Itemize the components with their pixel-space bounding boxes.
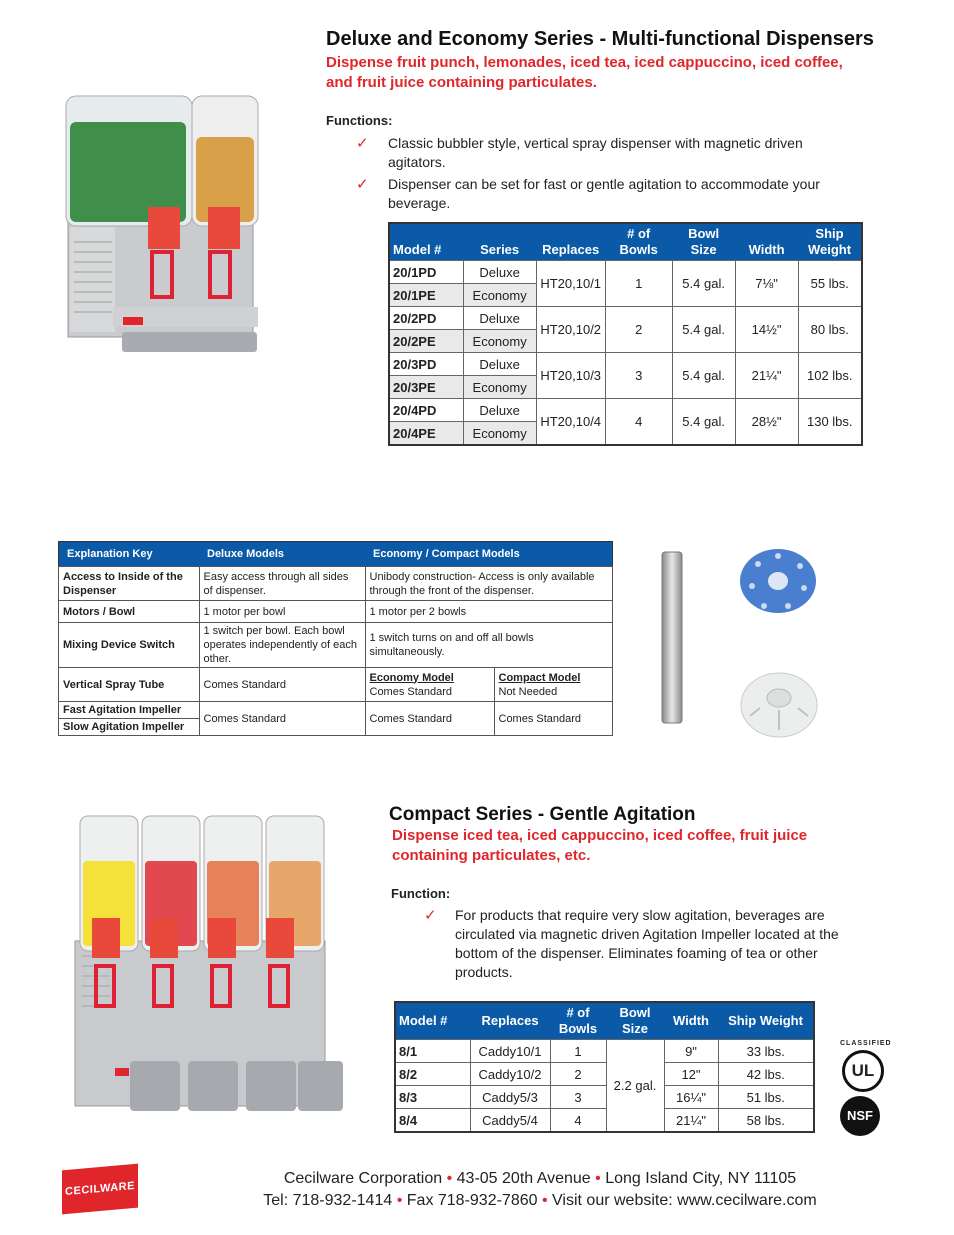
compact-cell: Comes Standard bbox=[494, 702, 613, 736]
compact-subtitle: Dispense iced tea, iced cappuccino, iced coffee, fruit juice containing particulates, etc. bbox=[392, 827, 808, 864]
footer-separator: • bbox=[541, 1192, 548, 1209]
deluxe-cell: 1 switch per bowl. Each bowl operates independently of each other. bbox=[199, 623, 365, 668]
table-header-row bbox=[389, 223, 862, 261]
deluxe-cell: Easy access through all sides of dispenser. bbox=[199, 567, 365, 601]
replaces-cell: HT20,10/1 bbox=[536, 261, 605, 307]
function-item: Classic bubbler style, vertical spray dispenser with magnetic driven agitators. bbox=[388, 135, 803, 170]
table-row bbox=[59, 601, 613, 623]
model-cell: 20/4PD bbox=[389, 399, 463, 422]
economy-cell: Comes Standard bbox=[365, 702, 494, 736]
width-cell: 9" bbox=[664, 1040, 718, 1063]
width-cell: 12" bbox=[664, 1063, 718, 1086]
two-bowl-dispenser-image bbox=[58, 92, 268, 354]
size-cell: 5.4 gal. bbox=[672, 261, 735, 307]
col-model: Model # bbox=[389, 223, 463, 261]
size-cell: 5.4 gal. bbox=[672, 399, 735, 446]
weight-cell: 55 lbs. bbox=[798, 261, 862, 307]
compact-spec-table bbox=[394, 1001, 815, 1133]
key-cell: Access to Inside of the Dispenser bbox=[59, 567, 200, 601]
col-explanation-key: Explanation Key bbox=[59, 542, 200, 567]
economy-model-value: Comes Standard bbox=[369, 685, 453, 698]
weight-cell: 102 lbs. bbox=[798, 353, 862, 399]
footer-separator: • bbox=[446, 1170, 453, 1187]
bowls-cell: 3 bbox=[550, 1086, 606, 1109]
size-cell: 5.4 gal. bbox=[672, 307, 735, 353]
weight-cell: 42 lbs. bbox=[718, 1063, 814, 1086]
key-cell: Fast Agitation Impeller bbox=[59, 702, 200, 719]
footer-address: 43-05 20th Avenue bbox=[456, 1170, 591, 1187]
check-icon: ✓ bbox=[356, 135, 369, 152]
col-ship-weight: Ship Weight bbox=[798, 223, 862, 261]
function-item: For products that require very slow agitation, beverages are circulated via magnetic driven Agitation Impeller located at the bottom of the dispenser. Eliminates foaming of tea or other products. bbox=[455, 907, 839, 980]
slow-impeller-image bbox=[738, 668, 820, 740]
series-cell: Economy bbox=[463, 376, 536, 399]
four-bowl-compact-dispenser-image bbox=[70, 806, 348, 1126]
footer-separator: • bbox=[595, 1170, 601, 1187]
series-cell: Economy bbox=[463, 284, 536, 307]
width-cell: 21¼" bbox=[664, 1109, 718, 1133]
page-title: Deluxe and Economy Series - Multi-functional Dispensers bbox=[326, 28, 874, 50]
col-economy-compact-models: Economy / Compact Models bbox=[365, 542, 613, 567]
functions-label: Functions: bbox=[326, 113, 393, 128]
table-header-row bbox=[395, 1002, 814, 1040]
table-row bbox=[59, 567, 613, 601]
width-cell: 16¼" bbox=[664, 1086, 718, 1109]
col-replaces: Replaces bbox=[470, 1002, 550, 1040]
footer-address-line bbox=[200, 1170, 880, 1188]
table-row bbox=[59, 702, 613, 719]
col-model: Model # bbox=[395, 1002, 470, 1040]
model-cell: 20/1PD bbox=[389, 261, 463, 284]
weight-cell: 130 lbs. bbox=[798, 399, 862, 446]
series-cell: Economy bbox=[463, 330, 536, 353]
table-row bbox=[389, 307, 862, 330]
col-bowls: # of Bowls bbox=[550, 1002, 606, 1040]
size-cell: 5.4 gal. bbox=[672, 353, 735, 399]
key-cell: Mixing Device Switch bbox=[59, 623, 200, 668]
table-row bbox=[389, 353, 862, 376]
width-cell: 28½" bbox=[735, 399, 798, 446]
col-ship-weight: Ship Weight bbox=[718, 1002, 814, 1040]
col-width: Width bbox=[735, 223, 798, 261]
weight-cell: 80 lbs. bbox=[798, 307, 862, 353]
size-cell: 2.2 gal. bbox=[606, 1040, 664, 1133]
check-icon: ✓ bbox=[424, 907, 437, 924]
top-subtitle: Dispense fruit punch, lemonades, iced tea, iced cappuccino, iced coffee, and fruit juice containing particulates. bbox=[326, 54, 843, 91]
series-cell: Deluxe bbox=[463, 307, 536, 330]
cecilware-logo: CECILWARE bbox=[62, 1164, 138, 1215]
footer-tel: Tel: 718-932-1414 bbox=[263, 1192, 393, 1209]
replaces-cell: Caddy5/3 bbox=[470, 1086, 550, 1109]
bowls-cell: 2 bbox=[550, 1063, 606, 1086]
col-bowl-size: Bowl Size bbox=[672, 223, 735, 261]
footer-fax: Fax 718-932-7860 bbox=[406, 1192, 538, 1209]
spray-tube-image bbox=[660, 550, 684, 725]
table-row bbox=[395, 1040, 814, 1063]
ul-classified-logo bbox=[836, 1040, 892, 1092]
model-cell: 20/2PE bbox=[389, 330, 463, 353]
function-label: Function: bbox=[391, 886, 451, 901]
economy-cell: Unibody construction- Access is only available through the front of the dispenser. bbox=[365, 567, 613, 601]
width-cell: 7⅛" bbox=[735, 261, 798, 307]
fast-impeller-image bbox=[738, 546, 818, 616]
weight-cell: 33 lbs. bbox=[718, 1040, 814, 1063]
replaces-cell: Caddy10/1 bbox=[470, 1040, 550, 1063]
ul-classified-text: CLASSIFIED bbox=[840, 1040, 892, 1047]
compact-cell bbox=[494, 668, 613, 702]
deluxe-cell: 1 motor per bowl bbox=[199, 601, 365, 623]
model-cell: 8/4 bbox=[395, 1109, 470, 1133]
check-icon: ✓ bbox=[356, 176, 369, 193]
key-cell: Motors / Bowl bbox=[59, 601, 200, 623]
width-cell: 14½" bbox=[735, 307, 798, 353]
replaces-cell: HT20,10/4 bbox=[536, 399, 605, 446]
replaces-cell: HT20,10/2 bbox=[536, 307, 605, 353]
width-cell: 21¼" bbox=[735, 353, 798, 399]
bowls-cell: 3 bbox=[605, 353, 672, 399]
footer-website: Visit our website: www.cecilware.com bbox=[552, 1192, 817, 1209]
model-cell: 8/1 bbox=[395, 1040, 470, 1063]
table-row bbox=[395, 1063, 814, 1086]
bowls-cell: 4 bbox=[605, 399, 672, 446]
model-cell: 8/2 bbox=[395, 1063, 470, 1086]
deluxe-cell: Comes Standard bbox=[199, 668, 365, 702]
bowls-cell: 4 bbox=[550, 1109, 606, 1133]
series-cell: Deluxe bbox=[463, 353, 536, 376]
footer-company: Cecilware Corporation bbox=[283, 1170, 443, 1187]
economy-cell bbox=[365, 668, 494, 702]
replaces-cell: Caddy10/2 bbox=[470, 1063, 550, 1086]
nsf-logo: NSF bbox=[840, 1096, 880, 1136]
compact-model-label: Compact Model bbox=[498, 671, 581, 684]
key-cell: Slow Agitation Impeller bbox=[59, 719, 200, 736]
col-deluxe-models: Deluxe Models bbox=[199, 542, 365, 567]
col-bowl-size: Bowl Size bbox=[606, 1002, 664, 1040]
model-cell: 20/1PE bbox=[389, 284, 463, 307]
weight-cell: 51 lbs. bbox=[718, 1086, 814, 1109]
replaces-cell: Caddy5/4 bbox=[470, 1109, 550, 1133]
col-width: Width bbox=[664, 1002, 718, 1040]
footer-city: Long Island City, NY 11105 bbox=[605, 1170, 797, 1187]
series-cell: Deluxe bbox=[463, 261, 536, 284]
bowls-cell: 2 bbox=[605, 307, 672, 353]
economy-cell: 1 motor per 2 bowls bbox=[365, 601, 613, 623]
deluxe-cell: Comes Standard bbox=[199, 702, 365, 736]
model-cell: 20/3PE bbox=[389, 376, 463, 399]
key-cell: Vertical Spray Tube bbox=[59, 668, 200, 702]
col-bowls: # of Bowls bbox=[605, 223, 672, 261]
replaces-cell: HT20,10/3 bbox=[536, 353, 605, 399]
footer-contact-line bbox=[200, 1192, 880, 1210]
deluxe-economy-spec-table bbox=[388, 222, 863, 446]
footer-separator: • bbox=[396, 1192, 403, 1209]
ul-mark: UL bbox=[842, 1050, 884, 1092]
col-replaces: Replaces bbox=[536, 223, 605, 261]
table-row bbox=[59, 668, 613, 702]
series-cell: Economy bbox=[463, 422, 536, 446]
table-row bbox=[389, 399, 862, 422]
table-header-row bbox=[59, 542, 613, 567]
model-cell: 8/3 bbox=[395, 1086, 470, 1109]
table-row bbox=[395, 1109, 814, 1133]
economy-cell: 1 switch turns on and off all bowls simultaneously. bbox=[365, 623, 613, 668]
model-cell: 20/4PE bbox=[389, 422, 463, 446]
col-series: Series bbox=[463, 223, 536, 261]
table-row bbox=[395, 1086, 814, 1109]
weight-cell: 58 lbs. bbox=[718, 1109, 814, 1133]
bowls-cell: 1 bbox=[605, 261, 672, 307]
economy-model-label: Economy Model bbox=[369, 671, 454, 684]
function-item: Dispenser can be set for fast or gentle agitation to accommodate your beverage. bbox=[388, 176, 820, 211]
model-cell: 20/3PD bbox=[389, 353, 463, 376]
table-row bbox=[59, 623, 613, 668]
explanation-key-table bbox=[58, 541, 613, 736]
bowls-cell: 1 bbox=[550, 1040, 606, 1063]
series-cell: Deluxe bbox=[463, 399, 536, 422]
compact-model-value: Not Needed bbox=[498, 685, 558, 698]
table-row bbox=[389, 261, 862, 284]
model-cell: 20/2PD bbox=[389, 307, 463, 330]
compact-title: Compact Series - Gentle Agitation bbox=[389, 804, 696, 825]
